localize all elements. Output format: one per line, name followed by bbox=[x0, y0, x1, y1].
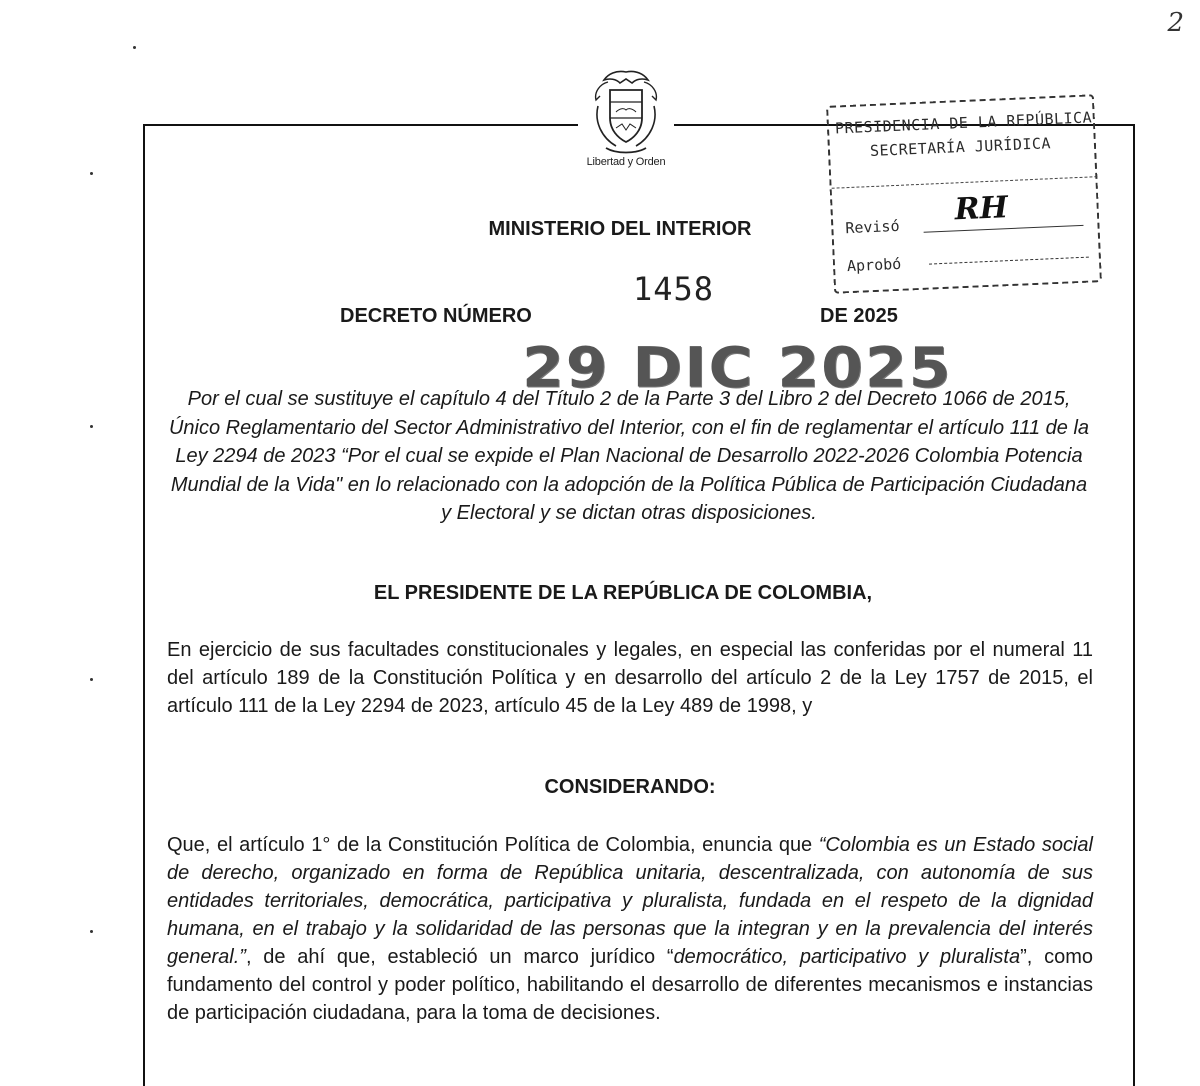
considerando-paragraph bbox=[167, 831, 1093, 1027]
considerando-heading: CONSIDERANDO: bbox=[544, 776, 716, 798]
constitution-quote: “Colombia es un Estado social de derecho, organizado en forma de República unitaria, descentralizada, con autonomía de sus entidades territoriales, democrática, participativa y pluralista, fundada en el respeto de la dignidad humana, en el trabajo y la solidaridad de las personas que la integran y en la prevalencia del interés general.” bbox=[167, 834, 1093, 968]
date-stamp: 29 DIC 2025 bbox=[522, 335, 953, 401]
margin-mark bbox=[90, 425, 93, 428]
margin-mark bbox=[133, 46, 136, 49]
stamp-reviewed-label: Revisó bbox=[844, 216, 900, 238]
coat-of-arms bbox=[578, 66, 674, 180]
decree-year: DE 2025 bbox=[820, 305, 898, 327]
margin-mark bbox=[90, 930, 93, 933]
margin-mark bbox=[90, 172, 93, 175]
page-number: 2 bbox=[1167, 8, 1184, 38]
president-heading: EL PRESIDENTE DE LA REPÚBLICA DE COLOMBIA, bbox=[373, 582, 873, 604]
stamp-approved-label: Aprobó bbox=[846, 254, 902, 276]
legal-review-stamp bbox=[826, 94, 1102, 294]
powers-paragraph: En ejercicio de sus facultades constitucionales y legales, en especial las conferidas por el numeral 11 del artículo 189 de la Constitución Política y en desarrollo del artículo 2 de la Ley 1757 de 2015, el artículo 111 de la Ley 2294 de 2023, artículo 45 de la Ley 489 de 1998, y bbox=[167, 639, 1093, 717]
paragraph-text: ”, como fundamento del control y poder político, habilitando el desarrollo de diferentes mecanismos e instancias de participación ciudadana, para la toma de decisiones. bbox=[167, 946, 1093, 1024]
margin-mark bbox=[90, 678, 93, 681]
decree-number: 1458 bbox=[633, 270, 715, 308]
stamp-office-line: PRESIDENCIA DE LA REPÚBLICA bbox=[834, 108, 1093, 138]
paragraph-text: Que, el artículo 1° de la Constitución Política de Colombia, enuncia que bbox=[167, 834, 819, 856]
coat-of-arms-icon bbox=[586, 66, 666, 156]
decree-epigraph: Por el cual se sustituye el capítulo 4 del Título 2 de la Parte 3 del Libro 2 del Decreto 1066 de 2015, Único Reglamentario del Sector Administrativo del Interior, con el fin de reglamentar el artículo 111 de la Ley 2294 de 2023 “Por el cual se expide el Plan Nacional de Desarrollo 2022-2026 Colombia Potencia Mundial de la Vida" en lo relacionado con la adopción de la Política Pública de Participación Ciudadana y Electoral y se dictan otras disposiciones. bbox=[168, 388, 1090, 524]
paragraph-text: , de ahí que, estableció un marco jurídico “ bbox=[245, 946, 674, 968]
crest-motto: Libertad y Orden bbox=[586, 156, 666, 168]
framework-quote: democrático, participativo y pluralista bbox=[673, 946, 1021, 968]
decree-number-label: DECRETO NÚMERO bbox=[340, 305, 532, 327]
ministry-title: MINISTERIO DEL INTERIOR bbox=[488, 218, 752, 240]
stamp-reviewer-signature: RH bbox=[953, 190, 1009, 228]
stamp-department-line: SECRETARÍA JURÍDICA bbox=[869, 134, 1052, 161]
